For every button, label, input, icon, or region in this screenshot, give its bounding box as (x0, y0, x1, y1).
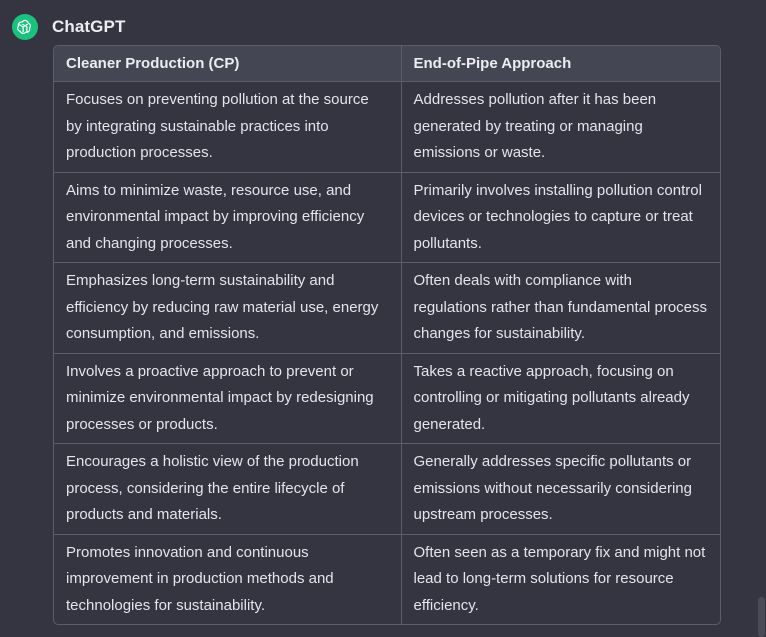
table-row (54, 444, 720, 535)
table-row (54, 172, 720, 263)
table-row (54, 353, 720, 444)
comparison-table (53, 45, 721, 625)
openai-logo-icon (16, 18, 34, 36)
table-cell: Involves a proactive approach to prevent or minimize environmental impact by redesigning processes or products. (54, 353, 401, 444)
column-header-end-of-pipe: End-of-Pipe Approach (401, 46, 720, 82)
author-name: ChatGPT (52, 17, 126, 36)
table-cell: Focuses on preventing pollution at the source by integrating sustainable practices into production processes. (54, 82, 401, 173)
scrollbar-thumb[interactable] (758, 597, 765, 637)
table-cell: Promotes innovation and continuous improvement in production methods and technologies for sustainability. (54, 534, 401, 624)
table-cell: Takes a reactive approach, focusing on controlling or mitigating pollutants already generated. (401, 353, 720, 444)
table-row (54, 534, 720, 624)
table-cell: Encourages a holistic view of the production process, considering the entire lifecycle of products and materials. (54, 444, 401, 535)
table-cell: Emphasizes long-term sustainability and efficiency by reducing raw material use, energy consumption, and emissions. (54, 263, 401, 354)
table-header-row (54, 46, 720, 82)
table-cell: Often seen as a temporary fix and might not lead to long-term solutions for resource efficiency. (413, 543, 706, 614)
avatar (12, 14, 38, 40)
table-cell: Generally addresses specific pollutants or emissions without necessarily considering upstream processes. (401, 444, 720, 535)
table-cell: Aims to minimize waste, resource use, and environmental impact by improving efficiency and changing processes. (54, 172, 401, 263)
table-row (54, 263, 720, 354)
message-header (12, 14, 125, 40)
table-cell: Primarily involves installing pollution control devices or technologies to capture or treat pollutants. (401, 172, 720, 263)
table-row (54, 82, 720, 173)
column-header-cleaner-production: Cleaner Production (CP) (54, 46, 401, 82)
table-cell: Addresses pollution after it has been generated by treating or managing emissions or waste. (401, 82, 720, 173)
table-cell: Often deals with compliance with regulations rather than fundamental process changes for sustainability. (401, 263, 720, 354)
